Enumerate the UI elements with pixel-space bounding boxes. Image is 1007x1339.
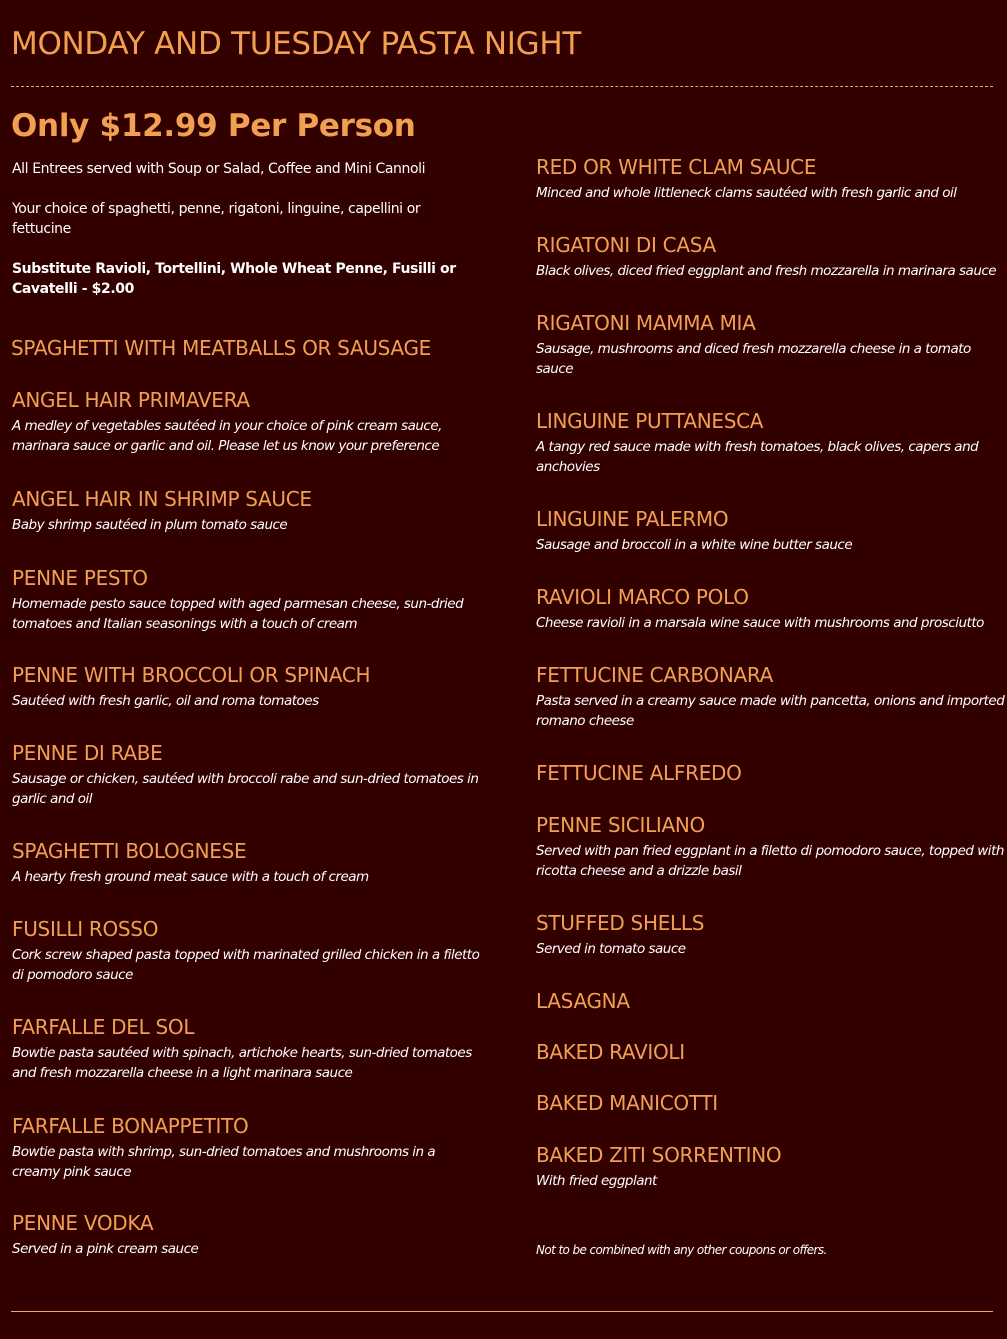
menu-item-description: Sausage and broccoli in a white wine butter sauce	[536, 537, 853, 553]
menu-item-name: ANGEL HAIR PRIMAVERA	[12, 388, 250, 412]
substitute-note: Substitute Ravioli, Tortellini, Whole Wheat Penne, Fusilli or Cavatelli - $2.00	[12, 261, 456, 297]
menu-item	[536, 911, 1006, 959]
menu-item-name: PENNE SICILIANO	[536, 813, 705, 837]
disclaimer-note: Not to be combined with any other coupons or offers.	[536, 1243, 827, 1257]
menu-item	[536, 1091, 1006, 1115]
menu-item-name: FETTUCINE CARBONARA	[536, 663, 774, 687]
dashed-divider	[11, 86, 993, 87]
menu-item-description: Sautéed with fresh garlic, oil and roma tomatoes	[12, 693, 319, 709]
menu-item-description: Bowtie pasta sautéed with spinach, artichoke hearts, sun-dried tomatoes and fresh mozzarella cheese in a light marinara sauce	[12, 1045, 472, 1081]
menu-item-description: Black olives, diced fried eggplant and fresh mozzarella in marinara sauce	[536, 263, 997, 279]
menu-item-description: Bowtie pasta with shrimp, sun-dried tomatoes and mushrooms in a creamy pink sauce	[12, 1144, 436, 1180]
menu-item	[12, 388, 482, 456]
menu-item	[536, 1143, 1006, 1191]
menu-item	[536, 233, 1006, 281]
menu-item-description: With fried eggplant	[536, 1173, 657, 1189]
menu-item-name: LASAGNA	[536, 989, 630, 1013]
menu-item-name: BAKED RAVIOLI	[536, 1040, 685, 1064]
menu-item-description: A hearty fresh ground meat sauce with a touch of cream	[12, 869, 369, 885]
menu-item	[536, 311, 1006, 379]
menu-item-description: Baby shrimp sautéed in plum tomato sauce	[12, 517, 288, 533]
menu-item	[12, 487, 482, 535]
menu-item	[12, 917, 482, 985]
menu-item-description: Sausage or chicken, sautéed with broccoli rabe and sun-dried tomatoes in garlic and oil	[12, 771, 479, 807]
menu-item-description: Pasta served in a creamy sauce made with pancetta, onions and imported romano cheese	[536, 693, 1005, 729]
menu-item	[12, 1211, 482, 1259]
pasta-choice-note: Your choice of spaghetti, penne, rigatoni, linguine, capellini or fettucine	[12, 201, 421, 237]
menu-item	[12, 1015, 482, 1083]
menu-item	[536, 507, 1006, 555]
menu-item	[536, 989, 1006, 1013]
menu-item-name: FUSILLI ROSSO	[12, 917, 159, 941]
menu-item-name: BAKED MANICOTTI	[536, 1091, 718, 1115]
menu-item	[536, 813, 1006, 881]
menu-item-name: LINGUINE PALERMO	[536, 507, 729, 531]
menu-item	[12, 839, 482, 887]
menu-item	[536, 409, 1006, 477]
menu-item-name: ANGEL HAIR IN SHRIMP SAUCE	[12, 487, 312, 511]
menu-item-description: Served with pan fried eggplant in a filetto di pomodoro sauce, topped with ricotta cheese and a drizzle basil	[536, 843, 1004, 879]
menu-item	[536, 155, 1006, 203]
menu-item-name: PENNE PESTO	[12, 566, 148, 590]
menu-item-description: A tangy red sauce made with fresh tomatoes, black olives, capers and anchovies	[536, 439, 979, 475]
menu-item-name: PENNE VODKA	[12, 1211, 154, 1235]
menu-item-description: Served in tomato sauce	[536, 941, 686, 957]
menu-item-name: PENNE DI RABE	[12, 741, 163, 765]
page-title: MONDAY AND TUESDAY PASTA NIGHT	[11, 26, 581, 62]
served-with-note: All Entrees served with Soup or Salad, Coffee and Mini Cannoli	[12, 161, 426, 177]
menu-item	[536, 1040, 1006, 1064]
price-heading: Only $12.99 Per Person	[11, 108, 416, 144]
menu-item	[12, 566, 482, 634]
menu-item-name: BAKED ZITI SORRENTINO	[536, 1143, 782, 1167]
menu-item	[12, 741, 482, 809]
menu-item-description: A medley of vegetables sautéed in your choice of pink cream sauce, marinara sauce or garlic and oil. Please let us know your preference	[12, 418, 442, 454]
menu-item-description: Served in a pink cream sauce	[12, 1241, 199, 1257]
menu-item	[11, 336, 481, 360]
menu-item-name: FETTUCINE ALFREDO	[536, 761, 742, 785]
menu-item	[536, 585, 1006, 633]
menu-item-description: Minced and whole littleneck clams sautéed with fresh garlic and oil	[536, 185, 957, 201]
menu-item-name: SPAGHETTI WITH MEATBALLS OR SAUSAGE	[11, 336, 431, 360]
menu-item-description: Cork screw shaped pasta topped with marinated grilled chicken in a filetto di pomodoro sauce	[12, 947, 480, 983]
menu-item-name: SPAGHETTI BOLOGNESE	[12, 839, 247, 863]
menu-item-description: Sausage, mushrooms and diced fresh mozzarella cheese in a tomato sauce	[536, 341, 971, 377]
menu-item-name: RAVIOLI MARCO POLO	[536, 585, 749, 609]
bottom-divider	[11, 1311, 993, 1312]
menu-item	[12, 663, 482, 711]
menu-item-description: Cheese ravioli in a marsala wine sauce with mushrooms and prosciutto	[536, 615, 984, 631]
menu-item-name: LINGUINE PUTTANESCA	[536, 409, 764, 433]
menu-item-name: FARFALLE DEL SOL	[12, 1015, 195, 1039]
menu-item-description: Homemade pesto sauce topped with aged parmesan cheese, sun-dried tomatoes and Italian seasonings with a touch of cream	[12, 596, 464, 632]
menu-item-name: RIGATONI MAMMA MIA	[536, 311, 756, 335]
menu-item	[536, 761, 1006, 785]
menu-item-name: RIGATONI DI CASA	[536, 233, 716, 257]
menu-item-name: FARFALLE BONAPPETITO	[12, 1114, 249, 1138]
menu-item-name: STUFFED SHELLS	[536, 911, 705, 935]
menu-item-name: RED OR WHITE CLAM SAUCE	[536, 155, 817, 179]
menu-item-name: PENNE WITH BROCCOLI OR SPINACH	[12, 663, 371, 687]
menu-item	[12, 1114, 482, 1182]
menu-item	[536, 663, 1006, 731]
